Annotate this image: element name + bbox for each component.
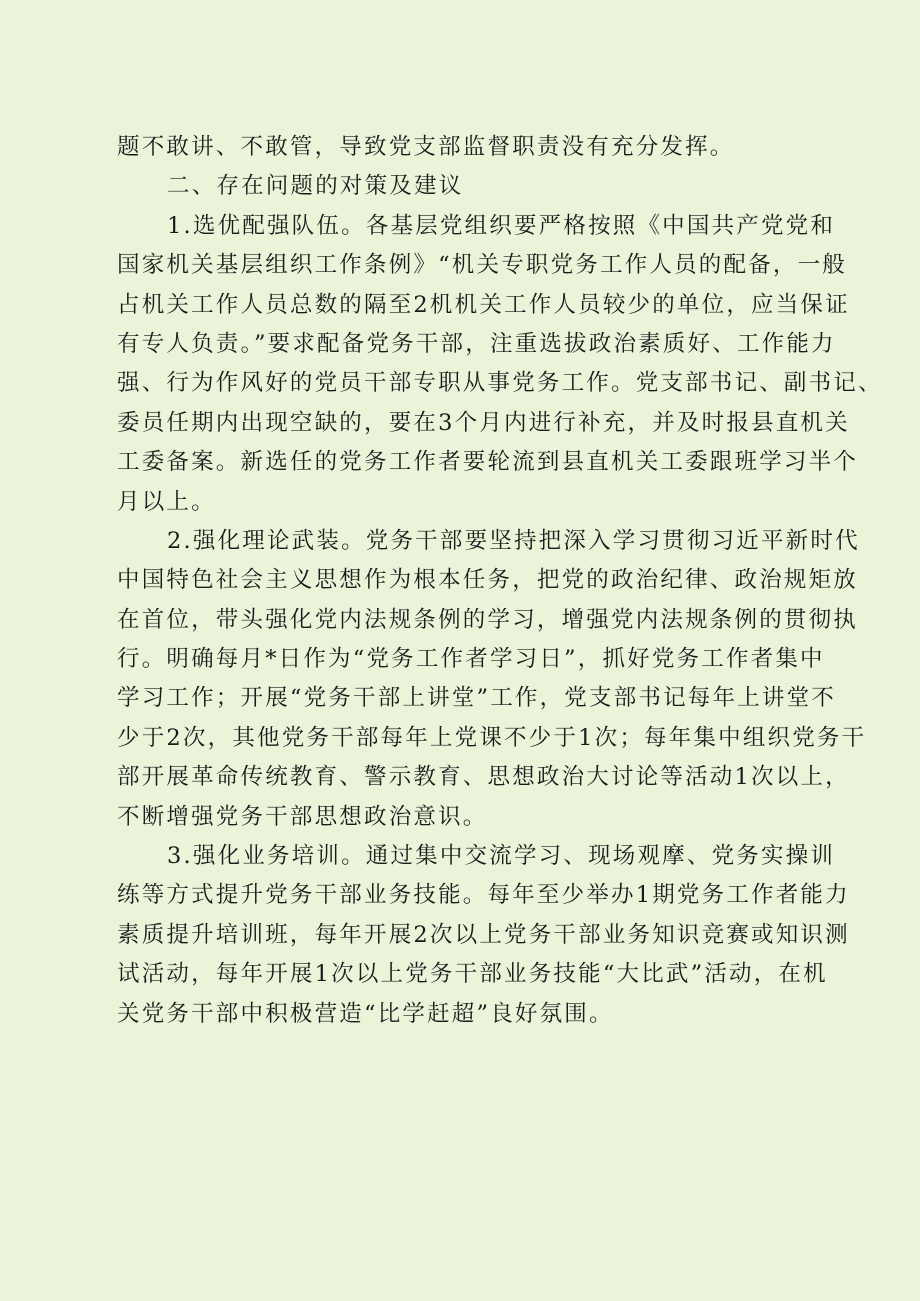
- text-line: 国家机关基层组织工作条例》“机关专职党务工作人员的配备，一般: [117, 252, 848, 279]
- text-line: 部开展革命传统教育、警示教育、思想政治大讨论等活动1次以上，: [117, 764, 850, 791]
- text-line: 少于2次，其他党务干部每年上党课不少于1次；每年集中组织党务干: [117, 724, 867, 751]
- text-line: 有专人负责。”要求配备党务干部，注重选拔政治素质好、工作能力: [117, 330, 836, 357]
- text-line: 2.强化理论武装。党务干部要坚持把深入学习贯彻习近平新时代: [167, 527, 860, 554]
- text-line: 关党务干部中积极营造“比学赶超”良好氛围。: [117, 1000, 614, 1027]
- text-line: 月以上。: [117, 488, 216, 515]
- text-line: 学习工作；开展“党务干部上讲堂”工作，党支部书记每年上讲堂不: [117, 685, 837, 712]
- text-line: 委员任期内出现空缺的，要在3个月内进行补充，并及时报县直机关: [117, 409, 850, 436]
- text-line: 中国特色社会主义思想作为根本任务，把党的政治纪律、政治规矩放: [117, 567, 859, 594]
- text-line: 不断增强党务干部思想政治意识。: [117, 803, 488, 830]
- text-line: 素质提升培训班，每年开展2次以上党务干部业务知识竞赛或知识测: [117, 921, 850, 948]
- text-line: 强、行为作风好的党员干部专职从事党务工作。党支部书记、副书记、: [117, 370, 883, 397]
- text-line: 试活动，每年开展1次以上党务干部业务技能“大比武”活动，在机: [117, 961, 828, 988]
- text-line: 占机关工作人员总数的隔至2机机关工作人员较少的单位，应当保证: [117, 291, 850, 318]
- text-line: 3.强化业务培训。通过集中交流学习、现场观摩、党务实操训: [167, 843, 836, 870]
- text-line: 工委备案。新选任的党务工作者要轮流到县直机关工委跟班学习半个: [117, 449, 859, 476]
- text-line: 题不敢讲、不敢管，导致党支部监督职责没有充分发挥。: [117, 134, 735, 160]
- text-line: 二、存在问题的对策及建议: [167, 173, 464, 200]
- text-line: 行。明确每月*日作为“党务工作者学习日”，抓好党务工作者集中: [117, 646, 825, 673]
- text-line: 在首位，带头强化党内法规条例的学习，增强党内法规条例的贯彻执: [117, 606, 859, 633]
- text-line: 1.选优配强队伍。各基层党组织要严格按照《中国共产党党和: [167, 212, 836, 239]
- document-body: [117, 128, 883, 1034]
- text-line: 练等方式提升党务干部业务技能。每年至少举办1期党务工作者能力: [117, 882, 850, 909]
